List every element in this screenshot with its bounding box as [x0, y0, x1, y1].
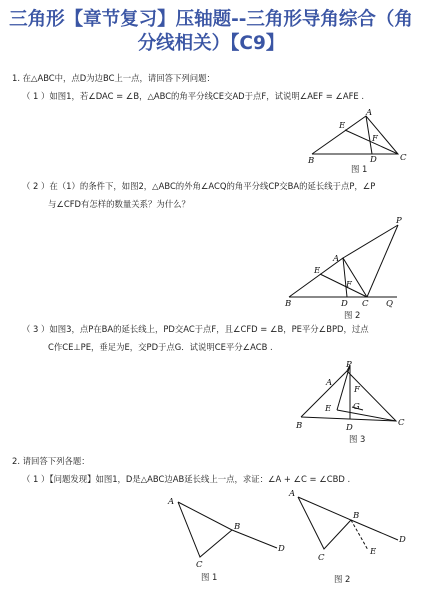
title-line-2: 分线相关）【C9】: [137, 33, 285, 54]
fig2-label-E: E: [314, 266, 321, 276]
fig1-label-F: F: [372, 134, 378, 144]
fig3-label-D: D: [346, 423, 353, 433]
fig2-label-P: P: [396, 216, 402, 226]
fig1-label-B: B: [308, 156, 315, 166]
q2-intro: 2. 请回答下列各题：: [12, 456, 90, 466]
q1-intro: 1. 在△ABC中，点D为边BC上一点，请回答下列问题：: [12, 73, 215, 83]
fig3-label-F: F: [354, 385, 360, 395]
fig1-label-C: C: [400, 153, 407, 163]
fig2-caption: 图 2: [344, 310, 361, 320]
fig3-label-E: E: [325, 404, 332, 414]
q2-part1: （ 1 ）【问题发现】如图1，D是△ABC边AB延长线上一点，求证：∠A + ∠C = ∠CBD .: [22, 474, 351, 484]
fig2-label-F: F: [346, 280, 352, 290]
q2fig2-label-A: A: [289, 489, 296, 499]
q2fig2-label-C: C: [318, 553, 325, 563]
q1-part1: （ 1 ）如图1，若∠DAC = ∠B，△ABC的角平分线CE交AD于点F，试说明∠AEF = ∠AFE .: [22, 91, 365, 101]
q2fig1-label-A: A: [168, 497, 175, 507]
fig2-label-B: B: [285, 299, 292, 309]
q2fig2-label-B: B: [353, 511, 360, 521]
q1-part2-line2: 与∠CFD有怎样的数量关系？为什么？: [48, 199, 190, 209]
q1-part3-line1: （ 3 ）如图3，点P在BA的延长线上，PD交AC于点F，且∠CFD = ∠B，PE平分∠BPD，过点: [22, 324, 369, 334]
q2fig2-label-D: D: [399, 535, 406, 545]
fig2-label-D: D: [341, 299, 348, 309]
q1-part3-line2: C作CE⊥PE，垂足为E，交PD于点G．试说明CE平分∠ACB .: [48, 342, 273, 352]
fig1-label-D: D: [370, 155, 377, 165]
fig3-caption: 图 3: [349, 434, 366, 444]
q2fig1-label-B: B: [234, 522, 241, 532]
q1-part2-line1: （ 2 ）在（1）的条件下，如图2，△ABC的外角∠ACQ的角平分线CP交BA的延长线于点P，∠P: [22, 181, 376, 191]
fig3-label-B: B: [296, 421, 303, 431]
fig3-label-C: C: [398, 418, 405, 428]
q2fig1-label-C: C: [196, 560, 203, 570]
fig3-label-A: A: [326, 378, 333, 388]
fig1-label-E: E: [339, 121, 346, 131]
q2fig1-label-D: D: [278, 544, 285, 554]
fig2-label-A: A: [333, 254, 340, 264]
fig3-label-G: G: [353, 402, 360, 412]
fig1-label-A: A: [366, 108, 373, 118]
q2fig2-caption: 图 2: [334, 574, 351, 584]
fig3-label-P: P: [346, 360, 352, 370]
q2fig1-caption: 图 1: [201, 572, 218, 582]
fig1-caption: 图 1: [351, 164, 368, 174]
title-line-1: 三角形【章节复习】压轴题--三角形导角综合（角: [9, 9, 413, 30]
q2fig2-label-E: E: [370, 547, 377, 557]
fig2-label-Q: Q: [386, 299, 393, 309]
fig2-label-C: C: [362, 299, 369, 309]
